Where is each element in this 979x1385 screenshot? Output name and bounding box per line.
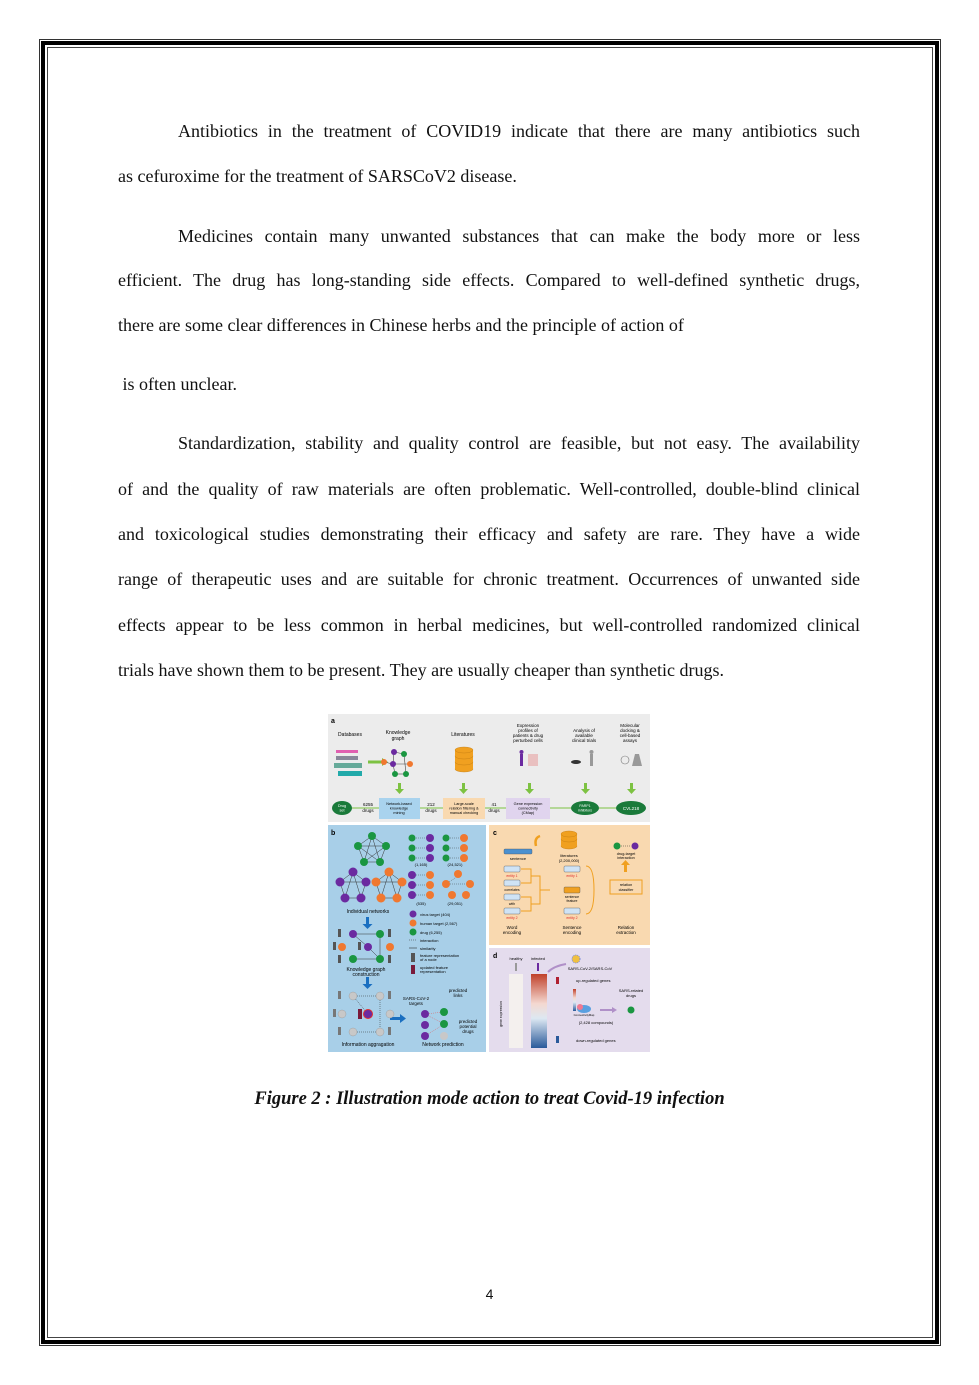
- svg-text:classifier: classifier: [618, 888, 634, 892]
- svg-text:potential: potential: [459, 1024, 477, 1029]
- svg-text:Gene expression: Gene expression: [513, 802, 543, 806]
- text-line: and toxicological studies demonstrating their efficacy and safety are rare. They have a wide: [118, 524, 860, 544]
- svg-text:interaction: interaction: [617, 856, 635, 860]
- svg-text:SARS-CoV-2/SARS-CoV: SARS-CoV-2/SARS-CoV: [567, 966, 613, 971]
- svg-text:Molecular: Molecular: [620, 723, 640, 728]
- svg-text:down-regulated genes: down-regulated genes: [576, 1038, 616, 1043]
- svg-text:predicted: predicted: [448, 988, 468, 993]
- svg-text:patients & drug: patients & drug: [512, 733, 544, 738]
- svg-text:sentence: sentence: [509, 856, 527, 861]
- svg-text:d: d: [493, 953, 498, 960]
- svg-text:updated feature: updated feature: [420, 965, 449, 970]
- svg-text:(535): (535): [416, 901, 426, 906]
- svg-text:entity 1: entity 1: [506, 874, 518, 878]
- svg-text:with: with: [508, 902, 516, 906]
- svg-text:graph: graph: [391, 736, 405, 742]
- svg-text:interaction: interaction: [420, 938, 439, 943]
- svg-text:Knowledge graph: Knowledge graph: [346, 967, 386, 973]
- svg-text:(1,165): (1,165): [414, 862, 428, 867]
- text-line: efficient. The drug has long-standing side effects. Compared to well-defined synthetic drugs,: [118, 270, 860, 290]
- svg-text:construction: construction: [352, 972, 380, 978]
- svg-text:SARS-CoV-2: SARS-CoV-2: [402, 996, 430, 1001]
- svg-text:mining: mining: [393, 811, 405, 815]
- svg-text:drugs: drugs: [625, 993, 637, 998]
- svg-text:(CMap): (CMap): [521, 811, 535, 815]
- page-number: 4: [485, 1286, 494, 1302]
- figure-caption: Figure 2 : Illustration mode action to treat Covid-19 infection: [254, 1089, 725, 1109]
- text-line: Medicines contain many unwanted substances that can make the body more or less: [178, 226, 860, 246]
- svg-text:Network prediction: Network prediction: [422, 1042, 464, 1048]
- svg-text:Analysis of: Analysis of: [573, 728, 595, 733]
- panel-a-label: a: [331, 718, 335, 725]
- svg-text:Large-scale: Large-scale: [454, 802, 474, 806]
- text-line: Standardization, stability and quality control are feasible, but not easy. The availability: [178, 433, 860, 453]
- svg-text:literatures: literatures: [560, 853, 578, 858]
- figure-2: [328, 714, 650, 1052]
- svg-text:Information aggragation: Information aggragation: [341, 1042, 395, 1048]
- svg-text:available: available: [575, 733, 593, 738]
- svg-text:infected: infected: [530, 956, 546, 961]
- text-line: of and the quality of raw materials are often problematic. Well-controlled, double-blind clinical: [118, 479, 860, 499]
- svg-text:Knowledge: Knowledge: [385, 730, 411, 736]
- svg-text:healthy: healthy: [509, 956, 523, 961]
- svg-text:human target (2,567): human target (2,567): [420, 921, 458, 926]
- panel-a: [328, 714, 650, 822]
- svg-text:knowledge: knowledge: [389, 806, 409, 811]
- svg-text:Databases: Databases: [338, 732, 362, 738]
- text-line: effects appear to be less common in herbal medicines, but well-controlled randomized clinical: [118, 615, 860, 635]
- svg-text:(2,428 compounds): (2,428 compounds): [578, 1020, 614, 1025]
- svg-text:entity 2: entity 2: [566, 916, 578, 920]
- svg-text:6255: 6255: [362, 802, 374, 807]
- svg-text:(24,521): (24,521): [447, 862, 463, 867]
- svg-text:drugs: drugs: [488, 808, 500, 813]
- svg-text:connectivity: connectivity: [518, 806, 538, 811]
- svg-text:Sentence: Sentence: [562, 925, 582, 930]
- panel-d: [489, 948, 650, 1052]
- svg-text:entity 1: entity 1: [566, 874, 578, 878]
- svg-text:docking &: docking &: [620, 728, 640, 733]
- svg-text:clinical trials: clinical trials: [571, 738, 597, 743]
- svg-text:Word: Word: [506, 925, 518, 930]
- svg-text:(2,200,000): (2,200,000): [558, 858, 580, 863]
- text-line: trials have shown them to be present. They are usually cheaper than synthetic drugs.: [118, 660, 724, 680]
- text-line: as cefuroxime for the treatment of SARSCoV2 disease.: [118, 166, 517, 186]
- svg-text:cell-based: cell-based: [619, 733, 641, 738]
- text-line: range of therapeutic uses and are suitable for chronic treatment. Occurrences of unwanted side: [118, 569, 860, 589]
- svg-text:212: 212: [427, 802, 435, 807]
- svg-text:relation: relation: [619, 883, 633, 887]
- svg-text:set: set: [339, 808, 345, 813]
- svg-text:drugs: drugs: [362, 808, 374, 813]
- svg-text:b: b: [331, 830, 336, 837]
- svg-text:assays: assays: [622, 738, 638, 743]
- svg-text:CVL218: CVL218: [622, 806, 640, 811]
- svg-text:predicted: predicted: [458, 1019, 478, 1024]
- svg-text:sentence: sentence: [564, 895, 580, 899]
- text-line: Antibiotics in the treatment of COVID19 indicate that there are many antibiotics such: [178, 121, 860, 141]
- svg-text:up-regulated genes: up-regulated genes: [576, 978, 611, 983]
- svg-text:encoding: encoding: [562, 930, 582, 935]
- svg-text:manual checking: manual checking: [449, 811, 479, 815]
- svg-text:similarity: similarity: [420, 946, 436, 951]
- text-line: is often unclear.: [118, 374, 237, 394]
- svg-text:Expression: Expression: [516, 723, 540, 728]
- svg-text:gene expression: gene expression: [499, 1001, 503, 1027]
- svg-text:correlates: correlates: [504, 888, 520, 892]
- svg-text:ConnectivityMap: ConnectivityMap: [573, 1013, 595, 1017]
- svg-text:targets: targets: [409, 1001, 423, 1006]
- svg-text:virus target (404): virus target (404): [420, 912, 451, 917]
- text-line: there are some clear differences in Chinese herbs and the principle of action of: [118, 315, 684, 335]
- svg-text:41: 41: [491, 802, 497, 807]
- svg-text:feature: feature: [566, 899, 578, 903]
- svg-text:representation: representation: [420, 969, 446, 974]
- svg-text:Drug: Drug: [337, 804, 347, 808]
- svg-text:drugs: drugs: [425, 808, 437, 813]
- panel-b: [328, 825, 486, 1052]
- svg-text:(29,051): (29,051): [447, 901, 463, 906]
- svg-text:of a node: of a node: [420, 957, 437, 962]
- svg-text:entity 2: entity 2: [506, 916, 518, 920]
- svg-text:PARP1: PARP1: [579, 804, 591, 808]
- panel-c: [489, 825, 650, 945]
- svg-text:links: links: [453, 993, 463, 998]
- svg-text:drug (6,255): drug (6,255): [420, 930, 442, 935]
- svg-text:Literatures: Literatures: [451, 732, 475, 738]
- svg-text:profiles of: profiles of: [518, 728, 538, 733]
- svg-text:encoding: encoding: [502, 930, 522, 935]
- svg-text:Relation: Relation: [617, 925, 635, 930]
- svg-text:SARS-related: SARS-related: [618, 988, 644, 993]
- svg-text:drug-target: drug-target: [616, 852, 636, 856]
- svg-text:inhibitors: inhibitors: [577, 808, 593, 813]
- svg-text:relation filtering &: relation filtering &: [449, 806, 479, 811]
- svg-text:feature representation: feature representation: [420, 953, 460, 958]
- svg-text:drugs: drugs: [462, 1029, 474, 1034]
- svg-text:Individual networks: Individual networks: [346, 909, 390, 915]
- svg-text:extraction: extraction: [616, 930, 636, 935]
- svg-text:Network-based: Network-based: [386, 802, 412, 806]
- svg-text:c: c: [493, 830, 497, 837]
- svg-text:perturbed cells: perturbed cells: [513, 738, 543, 743]
